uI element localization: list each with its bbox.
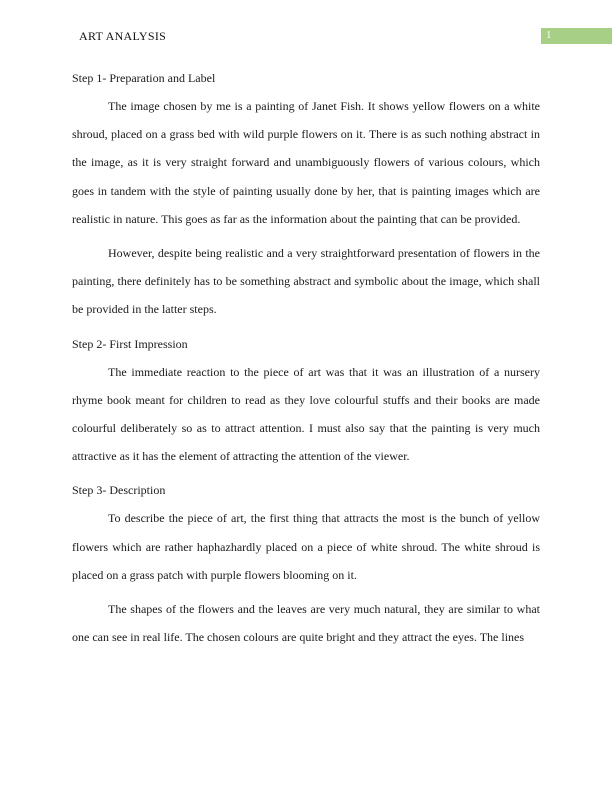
paragraph: The image chosen by me is a painting of Janet Fish. It shows yellow flowers on a white shroud, placed on a grass bed with wild purple flowers on it. There is as such nothing abstract in the image, as it is very straight forward and unambiguously flowers of various colours, which goes in tandem with the style of painting usually done by her, that is painting images which are realistic in nature. This goes as far as the information about the painting that can be provided. [72,99,540,226]
section-heading-step-1: Step 1- Preparation and Label [72,71,216,85]
section-heading-step-2: Step 2- First Impression [72,336,188,351]
running-head: ART ANALYSIS [79,29,167,43]
paragraph: However, despite being realistic and a very straightforward presentation of flowers in the painting, there definitely has to be something abstract and symbolic about the image, which shall be provided in the latter steps. [72,246,540,317]
page-number-badge [541,28,612,44]
document-body [72,64,540,657]
paragraph: The shapes of the flowers and the leaves are very much natural, they are similar to what one can see in real life. The chosen colours are quite bright and they attract the eyes. The lines [72,602,540,645]
section-heading-step-3: Step 3- Description [72,483,166,498]
page-number: 1 [546,29,552,41]
paragraph: To describe the piece of art, the first thing that attracts the most is the bunch of yellow flowers which are rather haphazhardly placed on a piece of white shroud. The white shroud is placed on a grass patch with purple flowers blooming on it. [72,511,540,582]
paragraph: The immediate reaction to the piece of art was that it was an illustration of a nursery rhyme book meant for children to read as they love colourful stuffs and their books are made colourful deliberately so as to attract attention. I must also say that the painting is very much attractive as it has the element of attracting the attention of the viewer. [72,364,540,464]
